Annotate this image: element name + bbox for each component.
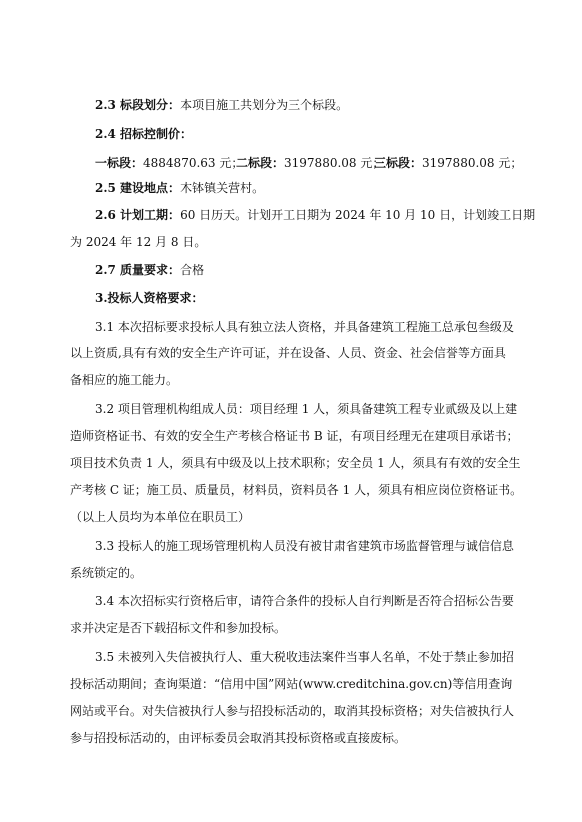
para-3-3-line-2: 系统锁定的。 <box>70 566 143 580</box>
section-2-5-label: 2.5 建设地点： <box>95 181 181 195</box>
para-3-2-line-2: 造师资格证书、有效的安全生产考核合格证书 B 证，有项目经理无在建项目承诺书； <box>70 429 519 443</box>
section-2-6-line-2: 为 2024 年 12 月 8 日。 <box>70 235 207 249</box>
tier-1 <box>95 156 243 170</box>
section-2-3-text: 本项目施工共划分为三个标段。 <box>180 98 349 112</box>
para-3-1-line-2: 以上资质,具有有效的安全生产许可证，并在设备、人员、资金、社会信誉等方面具 <box>70 346 506 360</box>
para-3-4-line-2: 求并决定是否下载招标文件和参加投标。 <box>70 621 287 635</box>
para-3-5-line-3: 网站或平台。对失信被执行人参与招投标活动的，取消其投标资格；对失信被执行人 <box>70 704 515 718</box>
para-3-2-line-3: 项目技术负责 1 人，须具有中级及以上技术职称；安全员 1 人，须具有有效的安全生 <box>70 456 521 470</box>
para-3-4-line-1: 3.4 本次招标实行资格后审，请符合条件的投标人自行判断是否符合招标公告要 <box>95 594 514 608</box>
section-2-7-text: 合格 <box>180 263 205 277</box>
section-3-heading: 3.投标人资格要求： <box>95 291 204 305</box>
section-2-6-text-1: 60 日历天。计划开工日期为 2024 年 10 月 10 日，计划竣工日期 <box>180 208 536 222</box>
tier-3 <box>374 156 522 170</box>
tier-3-value: 3197880.08 元； <box>422 156 523 170</box>
para-3-5-line-4: 参与招投标活动的，由评标委员会取消其投标资格或直接废标。 <box>70 731 407 745</box>
para-3-3-line-1: 3.3 投标人的施工现场管理机构人员没有被甘肃省建筑市场监督管理与诚信信息 <box>95 539 514 553</box>
para-3-1-line-1: 3.1 本次招标要求投标人具有独立法人资格，并具备建筑工程施工总承包叁级及 <box>95 320 514 334</box>
section-2-3 <box>95 98 535 112</box>
tier-2-label: 二标段： <box>236 156 285 170</box>
tier-2-value: 3197880.08 元； <box>284 156 385 170</box>
para-3-1-line-3: 备相应的施工能力。 <box>70 373 179 387</box>
section-2-5 <box>95 181 535 195</box>
para-3-2-line-1: 3.2 项目管理机构组成人员：项目经理 1 人，须具备建筑工程专业贰级及以上建 <box>95 402 518 416</box>
para-3-2-line-4: 产考核 C 证；施工员、质量员，材料员，资料员各 1 人，须具有相应岗位资格证书。 <box>70 483 523 497</box>
section-2-4-label: 2.4 招标控制价： <box>95 127 193 141</box>
section-2-3-label: 2.3 标段划分： <box>95 98 181 112</box>
section-2-6-label: 2.6 计划工期： <box>95 208 181 222</box>
tier-2 <box>236 156 384 170</box>
para-3-2-line-5: （以上人员均为本单位在职员工） <box>70 510 251 524</box>
tier-1-label: 一标段： <box>95 156 144 170</box>
section-2-5-text: 木钵镇关营村。 <box>180 181 265 195</box>
tier-1-value: 4884870.63 元； <box>143 156 244 170</box>
section-2-7-label: 2.7 质量要求： <box>95 263 181 277</box>
tier-3-label: 三标段： <box>374 156 423 170</box>
para-3-5-line-1: 3.5 未被列入失信被执行人、重大税收违法案件当事人名单，不处于禁止参加招 <box>95 650 514 664</box>
para-3-5-line-2: 投标活动期间；查询渠道：“信用中国”网站(www.creditchina.gov.cn)等信用查询 <box>70 677 513 691</box>
section-2-6-line-1 <box>95 208 535 222</box>
section-2-7 <box>95 263 535 277</box>
